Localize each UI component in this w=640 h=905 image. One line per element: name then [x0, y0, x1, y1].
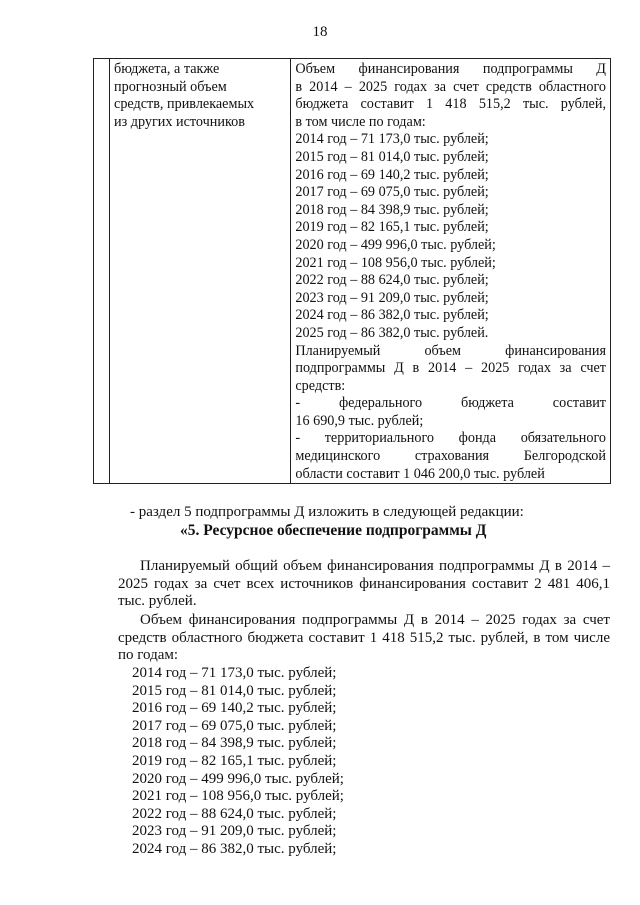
- planned-line: 16 690,9 тыс. рублей;: [295, 412, 424, 429]
- planned-line: средств:: [295, 377, 346, 394]
- year-line: 2015 год – 81 014,0 тыс. рублей;: [295, 148, 489, 165]
- year-line: 2017 год – 69 075,0 тыс. рублей;: [295, 184, 489, 201]
- section-instruction: - раздел 5 подпрограммы Д изложить в следующей редакции:: [130, 504, 524, 520]
- list-item: 2019 год – 82 165,1 тыс. рублей;: [132, 752, 337, 769]
- paragraph-regional: Объем финансирования подпрограммы Д в 2014 – 2025 годах за счет средств областного бюджета составит 1 418 515,2 тыс. рублей, в том числе по годам:: [118, 612, 610, 663]
- table-cell-description: [291, 59, 611, 484]
- page-number: 18: [312, 24, 328, 40]
- year-line: 2018 год – 84 398,9 тыс. рублей;: [295, 201, 489, 218]
- label-line: из других источников: [114, 113, 245, 130]
- table-row: [94, 59, 611, 484]
- year-list: [132, 665, 344, 859]
- list-item: 2024 год – 86 382,0 тыс. рублей;: [132, 840, 337, 857]
- year-line: 2025 год – 86 382,0 тыс. рублей.: [295, 324, 489, 341]
- label-line: средств, привлекаемых: [114, 96, 255, 113]
- year-line: 2014 год – 71 173,0 тыс. рублей;: [295, 131, 489, 148]
- year-line: 2019 год – 82 165,1 тыс. рублей;: [295, 219, 489, 236]
- year-line: 2022 год – 88 624,0 тыс. рублей;: [295, 272, 489, 289]
- intro-line: в том числе по годам:: [295, 113, 426, 130]
- planned-line: - территориального фонда обязательного: [295, 430, 606, 447]
- list-item: 2017 год – 69 075,0 тыс. рублей;: [132, 717, 337, 734]
- list-item: 2016 год – 69 140,2 тыс. рублей;: [132, 700, 337, 717]
- planned-line: подпрограммы Д в 2014 – 2025 годах за счет: [295, 360, 606, 377]
- list-item: 2020 год – 499 996,0 тыс. рублей;: [132, 770, 344, 787]
- table-cell-empty: [94, 59, 110, 484]
- table-cell-label: [110, 59, 291, 484]
- year-line: 2016 год – 69 140,2 тыс. рублей;: [295, 166, 489, 183]
- planned-line: - федерального бюджета составит: [295, 395, 606, 412]
- paragraph-total: Планируемый общий объем финансирования подпрограммы Д в 2014 – 2025 годах за счет всех источников финансирования составит 2 481 406,1 тыс. рублей.: [118, 558, 610, 609]
- list-item: 2014 год – 71 173,0 тыс. рублей;: [132, 665, 337, 681]
- year-line: 2023 год – 91 209,0 тыс. рублей;: [295, 289, 489, 306]
- list-item: 2021 год – 108 956,0 тыс. рублей;: [132, 788, 344, 805]
- year-line: 2024 год – 86 382,0 тыс. рублей;: [295, 307, 489, 324]
- intro-line: Объем финансирования подпрограммы Д: [295, 61, 606, 77]
- year-line: 2021 год – 108 956,0 тыс. рублей;: [295, 254, 496, 271]
- year-line: 2020 год – 499 996,0 тыс. рублей;: [295, 236, 496, 253]
- intro-line: в 2014 – 2025 годах за счет средств областного: [295, 78, 606, 95]
- list-item: 2018 год – 84 398,9 тыс. рублей;: [132, 735, 337, 752]
- intro-line: бюджета составит 1 418 515,2 тыс. рублей,: [295, 96, 606, 113]
- list-item: 2022 год – 88 624,0 тыс. рублей;: [132, 805, 337, 822]
- planned-line: медицинского страхования Белгородской: [295, 448, 606, 465]
- list-item: 2015 год – 81 014,0 тыс. рублей;: [132, 682, 337, 699]
- financing-table: [93, 58, 611, 484]
- planned-line: области составит 1 046 200,0 тыс. рублей: [295, 465, 545, 482]
- planned-line: Планируемый объем финансирования: [295, 342, 606, 359]
- label-line: бюджета, а также: [114, 61, 220, 77]
- label-line: прогнозный объем: [114, 78, 227, 95]
- section-heading: «5. Ресурсное обеспечение подпрограммы Д: [180, 522, 487, 539]
- list-item: 2023 год – 91 209,0 тыс. рублей;: [132, 823, 337, 840]
